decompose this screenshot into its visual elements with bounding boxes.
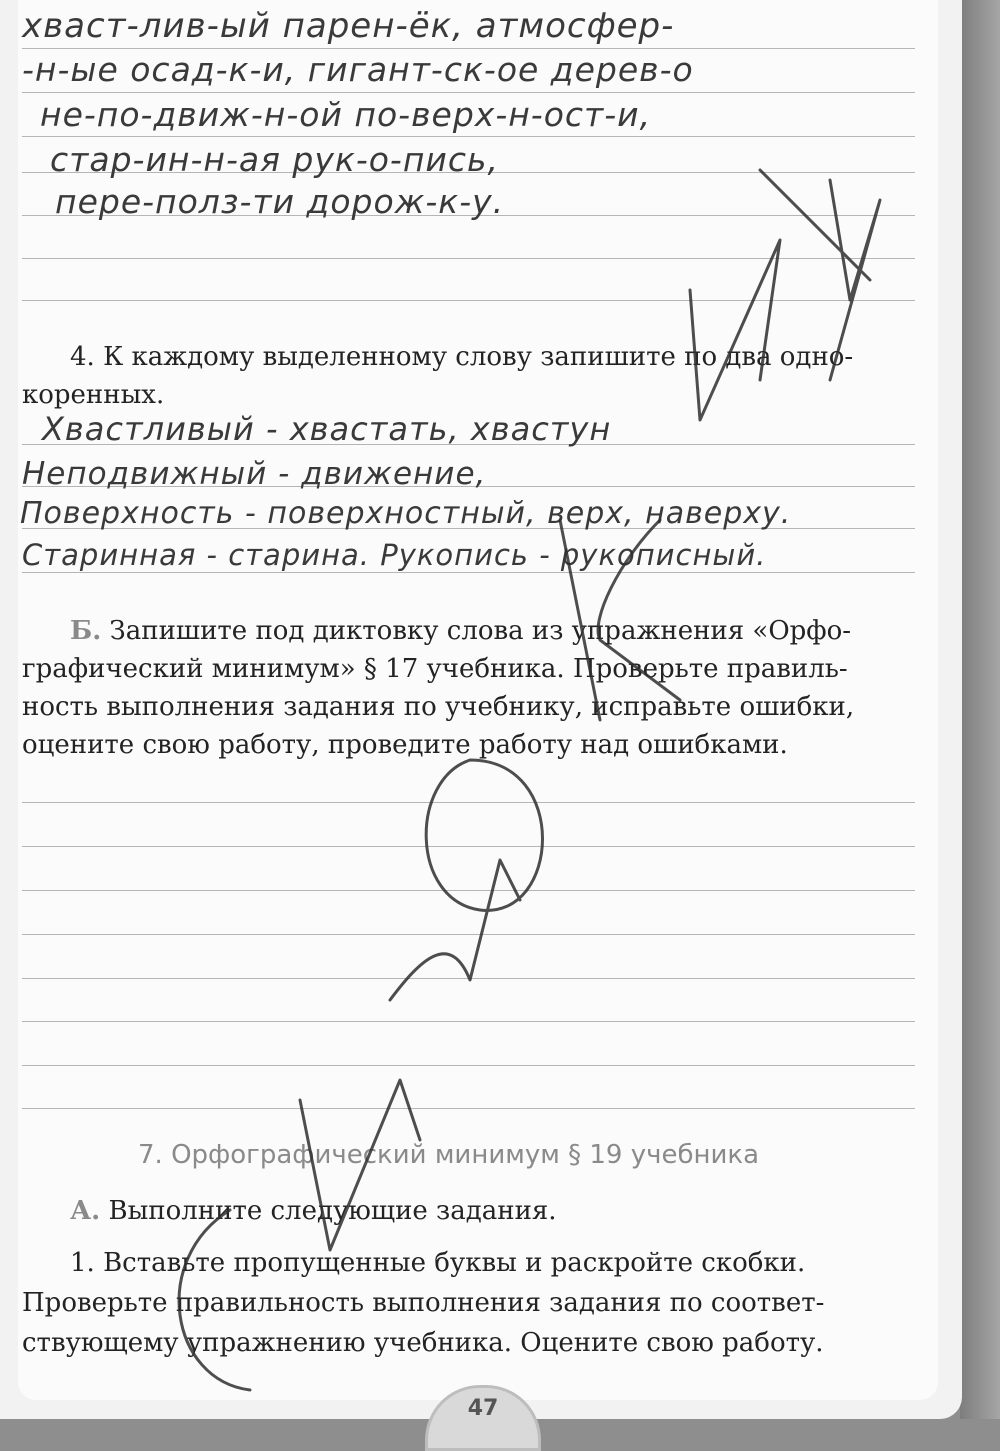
ruled-line [22,802,915,803]
page-number: 47 [467,1396,499,1421]
ruled-line [22,48,915,49]
ruled-line [22,258,915,259]
task-1-line1: 1. Вставьте пропущенные буквы и раскройте скобки. [70,1248,806,1278]
ruled-line [22,890,915,891]
ruled-line [22,1065,915,1066]
ruled-line [22,136,915,137]
handwriting-line: Поверхность - поверхностный, верх, наверху. [20,496,792,531]
task-1-line3: ствующему упражнению учебника. Оцените свою работу. [22,1328,824,1358]
task-number: 4. [70,342,95,372]
task-a-label: А. [70,1196,101,1226]
ruled-line [22,572,915,573]
handwriting-line: -н-ые осад-к-и, гигант-ск-ое дерев-о [22,50,694,89]
task-1-line2: Проверьте правильность выполнения задания по соответ- [22,1288,825,1318]
handwriting-line: стар-ин-н-ая рук-о-пись, [50,140,499,179]
handwriting-line: Неподвижный - движение, [22,456,487,492]
ruled-line [22,1108,915,1109]
task-b-label: Б. [70,616,102,646]
handwriting-line: не-по-движ-н-ой по-верх-н-ост-и, [40,95,652,134]
handwriting-line: Хвастливый - хвастать, хвастун [42,410,612,448]
task-4-text: 4. К каждому выделенному слову запишите по два одно- [70,342,854,372]
task-b-line3: ность выполнения задания по учебнику, исправьте ошибки, [22,692,855,722]
handwriting-line: пере-полз-ти дорож-к-у. [55,182,505,221]
handwriting-line: Старинная - старина. Рукопись - рукописный. [22,538,767,572]
task-a-line: А. Выполните следующие задания. [70,1196,557,1226]
ruled-line [22,934,915,935]
task-b-line1: Б. Запишите под диктовку слова из упражнения «Орфо- [70,616,852,646]
ruled-line [22,92,915,93]
ruled-line [22,300,915,301]
handwriting-line: хваст-лив-ый парен-ёк, атмосфер- [22,6,675,46]
ruled-line [22,978,915,979]
task-b-line2: графический минимум» § 17 учебника. Проверьте правиль- [22,654,848,684]
task-b-line4: оцените свою работу, проведите работу над ошибками. [22,730,788,760]
ruled-line [22,1021,915,1022]
section-heading: 7. Орфографический минимум § 19 учебника [138,1140,760,1170]
ruled-line [22,846,915,847]
task-4-text-cont: коренных. [22,380,165,410]
page-edge-shadow [960,0,1000,1419]
